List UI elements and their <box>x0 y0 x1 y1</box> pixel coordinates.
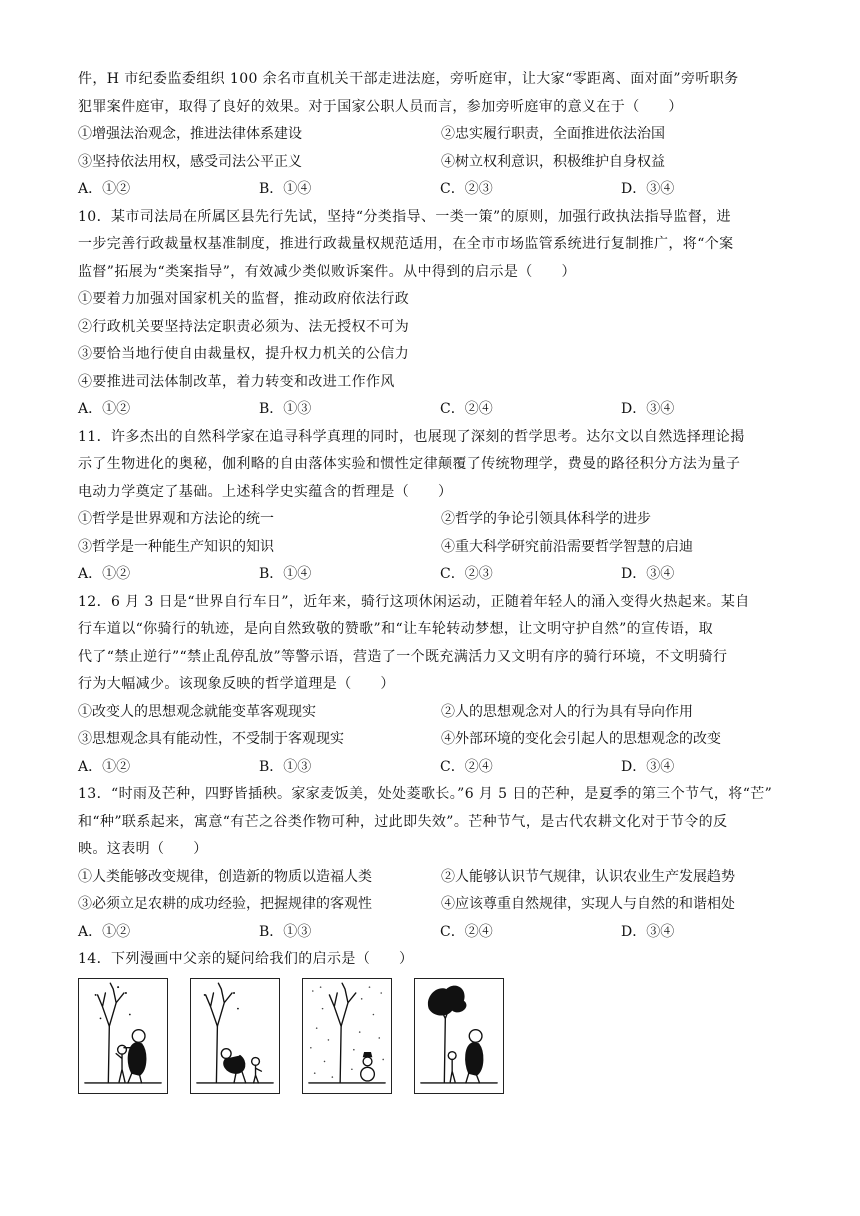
option-row <box>78 864 783 892</box>
comic-panel-4 <box>414 978 504 1094</box>
option-2: ②哲学的争论引领具体科学的进步 <box>441 511 651 527</box>
question-12 <box>78 589 783 782</box>
question-13 <box>78 781 783 946</box>
option-3: ③坚持依法用权，感受司法公平正义 <box>78 153 302 170</box>
answer-choice-c: C．②④ <box>440 758 493 775</box>
answer-choice-b: B．①④ <box>259 566 312 582</box>
option-1: ①要着力加强对国家机关的监督，推动政府依法行政 <box>78 291 410 307</box>
option-4: ④重大科学研究前沿需要哲学智慧的启迪 <box>441 538 693 555</box>
question-stem-line: 犯罪案件庭审，取得了良好的效果。对于国家公职人员而言，参加旁听庭审的意义在于（ ） <box>78 98 683 115</box>
option-row <box>78 121 783 149</box>
option-4: ④应该尊重自然规律，实现人与自然的和谐相处 <box>441 896 735 912</box>
comic-illustration <box>79 979 167 1093</box>
comic-illustration <box>415 979 503 1093</box>
option-1: ①增强法治观念，推进法律体系建设 <box>78 126 302 142</box>
answer-choice-c: C．②④ <box>440 923 493 940</box>
comic-illustration <box>191 979 279 1093</box>
question-stem-line: 映。这表明（ ） <box>78 841 208 857</box>
option-1: ①哲学是世界观和方法论的统一 <box>78 511 274 527</box>
answer-choice-b: B．①③ <box>259 923 312 940</box>
answer-choice-a: A．①② <box>78 923 131 940</box>
comic-strip <box>78 978 783 1094</box>
option-row <box>78 506 783 534</box>
question-stem-line: 行车道以“你骑行的轨迹，是向自然致敬的赞歌”和“让车轮转动梦想，让文明守护自然”的宣传语，取 <box>78 621 714 637</box>
answer-choices <box>78 561 783 589</box>
answer-choice-d: D．③④ <box>621 566 675 582</box>
question-stem-line: 和“种”联系起来，寓意“有芒之谷类作物可种，过此即失效”。芒种节气，是古代农耕文化对于节令的反 <box>78 813 728 830</box>
option-2: ②人的思想观念对人的行为具有导向作用 <box>441 703 693 720</box>
question-stem-line: 件，H 市纪委监委组织 100 余名市直机关干部走进法庭，旁听庭审，让大家“零距离、面对面”旁听职务 <box>78 71 739 87</box>
option-3: ③要恰当地行使自由裁量权，提升权力机关的公信力 <box>78 346 410 362</box>
question-10 <box>78 204 783 424</box>
option-1: ①人类能够改变规律，创造新的物质以造福人类 <box>78 868 372 885</box>
question-stem-line: 10．某市司法局在所属区县先行先试，坚持“分类指导、一类一策”的原则，加强行政执法指导监督，进 <box>78 208 731 225</box>
answer-choice-a: A．①② <box>78 758 131 775</box>
question-stem-line: 一步完善行政裁量权基准制度，推进行政裁量权规范适用，在全市市场监管系统进行复制推广，将“个案 <box>78 236 734 252</box>
answer-choice-c: C．②④ <box>440 401 493 417</box>
answer-choice-a: A．①② <box>78 181 131 197</box>
option-4: ④外部环境的变化会引起人的思想观念的改变 <box>441 731 721 747</box>
answer-choice-d: D．③④ <box>621 758 675 775</box>
option-2: ②人能够认识节气规律，认识农业生产发展趋势 <box>441 868 735 885</box>
question-stem-line: 监督”拓展为“类案指导”，有效减少类似败诉案件。从中得到的启示是（ ） <box>78 263 576 280</box>
option-1: ①改变人的思想观念就能变革客观现实 <box>78 703 316 720</box>
answer-choices <box>78 754 783 782</box>
option-row <box>78 699 783 727</box>
question-stem-line: 代了“禁止逆行”“禁止乱停乱放”等警示语，营造了一个既充满活力又文明有序的骑行环境，不文明骑行 <box>78 648 728 665</box>
option-3: ③哲学是一种能生产知识的知识 <box>78 538 274 555</box>
answer-choice-c: C．②③ <box>440 566 493 582</box>
option-4: ④树立权利意识，积极维护自身权益 <box>441 153 665 170</box>
comic-panel-3 <box>302 978 392 1094</box>
option-4: ④要推进司法体制改革，着力转变和改进工作作风 <box>78 373 395 390</box>
answer-choices <box>78 919 783 947</box>
question-stem-line: 电动力学奠定了基础。上述科学史实蕴含的哲理是（ ） <box>78 483 453 500</box>
option-row <box>78 726 783 754</box>
option-2: ②行政机关要坚持法定职责必须为、法无授权不可为 <box>78 318 410 335</box>
comic-illustration <box>303 979 391 1093</box>
question-14 <box>78 946 783 1094</box>
question-stem-line: 示了生物进化的奥秘，伽利略的自由落体实验和惯性定律颠覆了传统物理学，费曼的路径积分方法为量子 <box>78 456 741 472</box>
option-row <box>78 891 783 919</box>
comic-panel-2 <box>190 978 280 1094</box>
answer-choice-b: B．①③ <box>259 758 312 775</box>
option-3: ③思想观念具有能动性，不受制于客观现实 <box>78 731 344 747</box>
question-stem-line: 13．“时雨及芒种，四野皆插秧。家家麦饭美，处处菱歌长。”6 月 5 日的芒种，是夏季的第三个节气，将“芒” <box>78 786 773 802</box>
question-stem-line: 14．下列漫画中父亲的疑问给我们的启示是（ ） <box>78 951 414 967</box>
option-3: ③必须立足农耕的成功经验，把握规律的客观性 <box>78 896 372 912</box>
option-row <box>78 149 783 177</box>
question-9 <box>78 66 783 204</box>
answer-choice-b: B．①③ <box>259 401 312 417</box>
answer-choice-a: A．①② <box>78 566 131 582</box>
question-stem-line: 11．许多杰出的自然科学家在追寻科学真理的同时，也展现了深刻的哲学思考。达尔文以自然选择理论揭 <box>78 428 745 445</box>
question-stem-line: 行为大幅减少。该现象反映的哲学道理是（ ） <box>78 676 395 692</box>
answer-choice-d: D．③④ <box>621 401 675 417</box>
answer-choice-d: D．③④ <box>621 923 675 940</box>
comic-panel-1 <box>78 978 168 1094</box>
answer-choice-d: D．③④ <box>621 181 675 197</box>
answer-choice-c: C．②③ <box>440 181 493 197</box>
exam-page <box>78 66 783 1094</box>
answer-choices <box>78 396 783 424</box>
option-2: ②忠实履行职责，全面推进依法治国 <box>441 126 665 142</box>
question-stem-line: 12．6 月 3 日是“世界自行车日”，近年来，骑行这项休闲运动，正随着年轻人的涌入变得火热起来。某自 <box>78 593 750 610</box>
answer-choice-b: B．①④ <box>259 181 312 197</box>
answer-choices <box>78 176 783 204</box>
question-11 <box>78 424 783 589</box>
answer-choice-a: A．①② <box>78 401 131 417</box>
option-row <box>78 534 783 562</box>
